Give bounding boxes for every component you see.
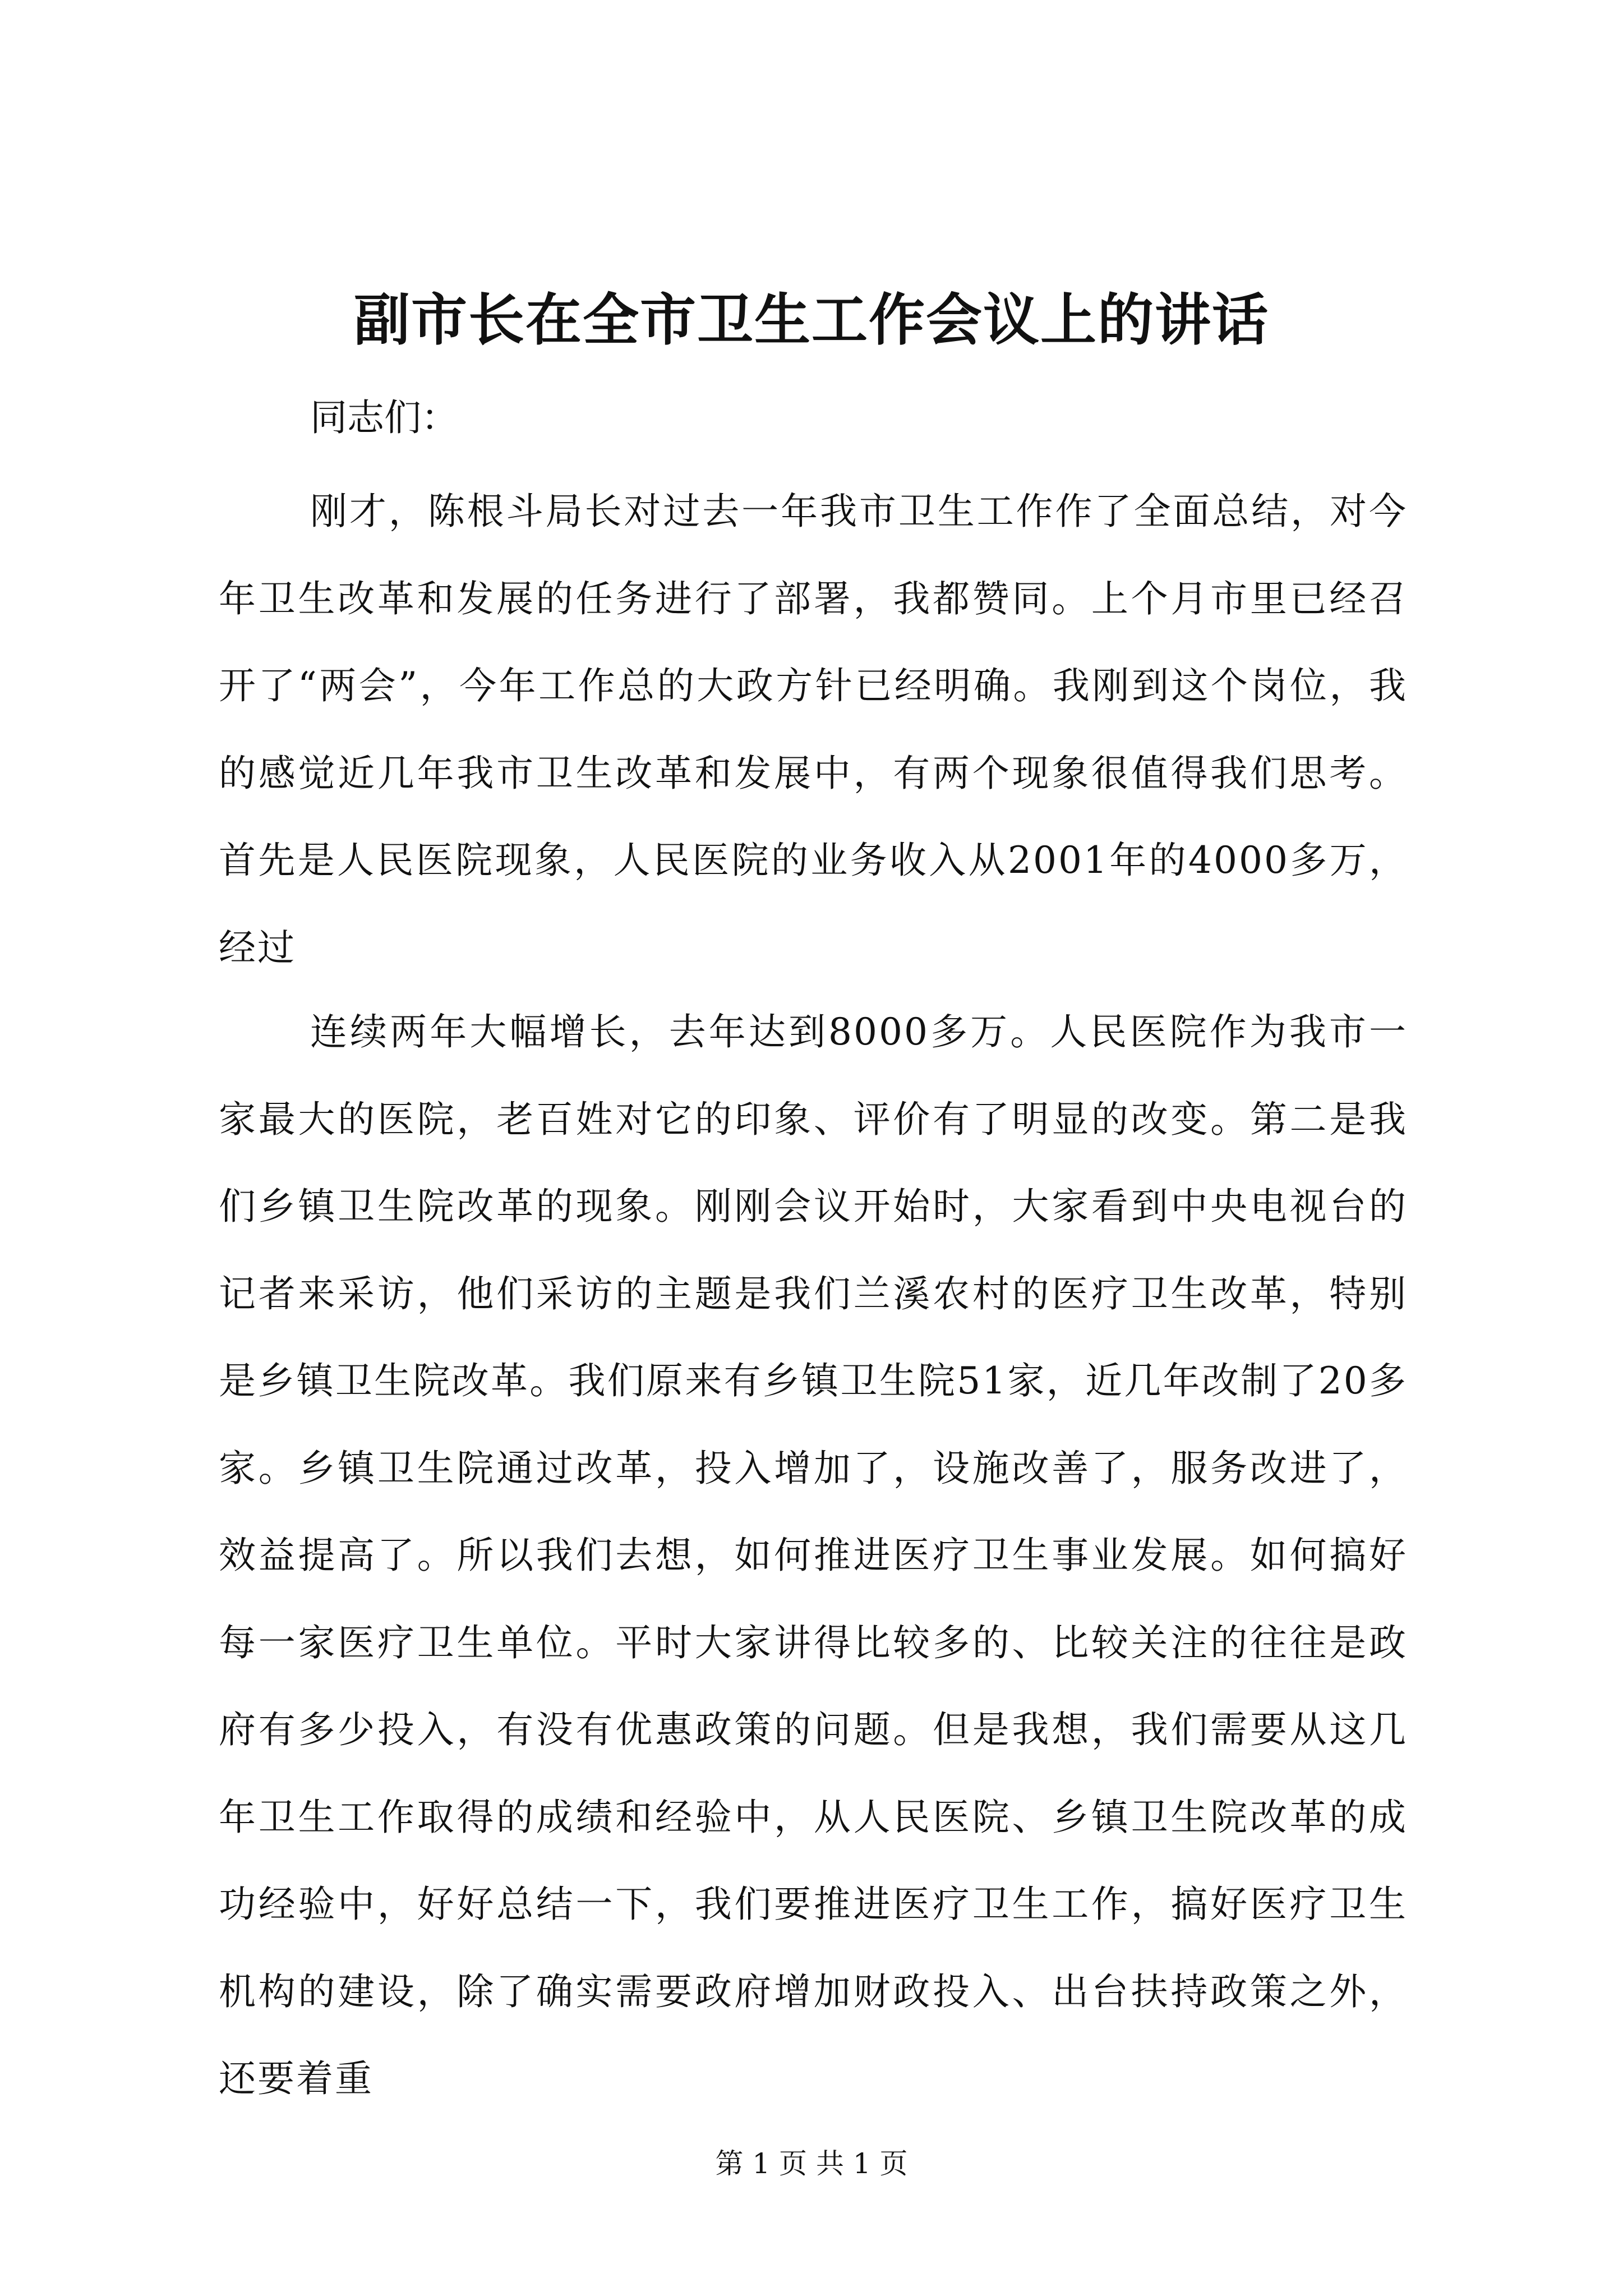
- paragraph-1: 刚才，陈根斗局长对过去一年我市卫生工作作了全面总结，对今年卫生改革和发展的任务进行了部署，我都赞同。上个月市里已经召开了“两会”，今年工作总的大政方针已经明确。我刚到这个岗位，我的感觉近几年我市卫生改革和发展中，有两个现象很值得我们思考。首先是人民医院现象，人民医院的业务收入从2001年的4000多万，经过: [219, 490, 1408, 969]
- paragraph-2: 连续两年大幅增长，去年达到8000多万。人民医院作为我市一家最大的医院，老百姓对它的印象、评价有了明显的改变。第二是我们乡镇卫生院改革的现象。刚刚会议开始时，大家看到中央电视台的记者来采访，他们采访的主题是我们兰溪农村的医疗卫生改革，特别是乡镇卫生院改革。我们原来有乡镇卫生院51家，近几年改制了20多家。乡镇卫生院通过改革，投入增加了，设施改善了，服务改进了，效益提高了。所以我们去想，如何推进医疗卫生事业发展。如何搞好每一家医疗卫生单位。平时大家讲得比较多的、比较关注的往往是政府有多少投入，有没有优惠政策的问题。但是我想，我们需要从这几年卫生工作取得的成绩和经验中，从人民医院、乡镇卫生院改革的成功经验中，好好总结一下，我们要推进医疗卫生工作，搞好医疗卫生机构的建设，除了确实需要政府增加财政投入、出台扶持政策之外，还要着重: [219, 1010, 1408, 2100]
- page-number-footer: 第 1 页 共 1 页: [715, 2147, 908, 2180]
- salutation: 同志们：: [310, 396, 458, 439]
- document-title: 副市长在全市卫生工作会议上的讲话: [354, 287, 1269, 353]
